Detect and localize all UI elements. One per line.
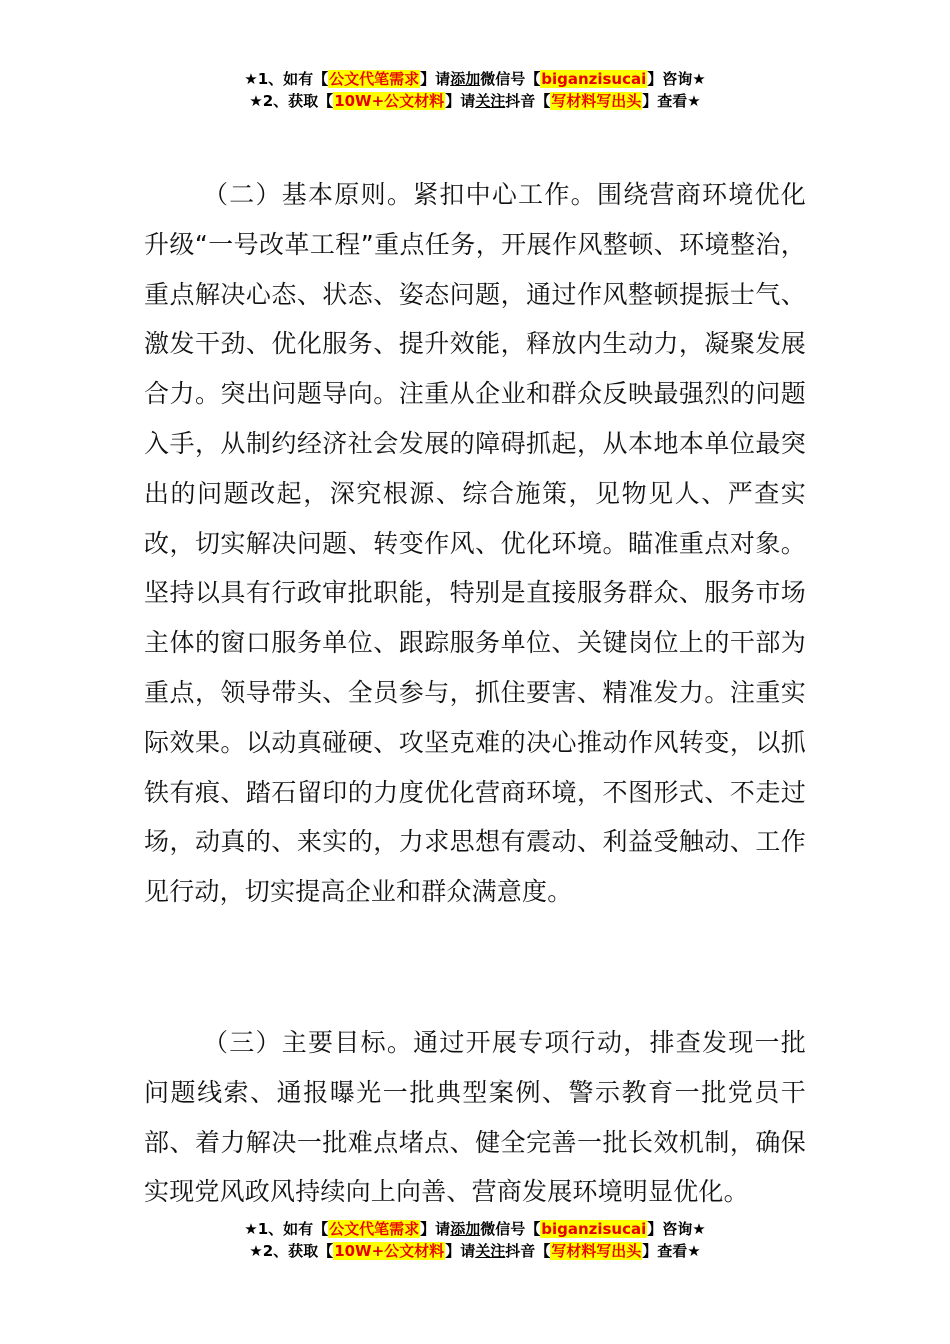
highlight-service: 公文代笔需求 <box>329 1220 420 1238</box>
footer-banner <box>0 1218 950 1262</box>
highlight-wechat-id: biganzisucai <box>541 1220 647 1238</box>
banner-line-1: ★1、如有【公文代笔需求】请添加微信号【biganzisucai】咨询★ <box>244 1220 706 1238</box>
highlight-douyin-account: 写材料写出头 <box>551 1242 642 1260</box>
banner-line-1: ★1、如有【公文代笔需求】请添加微信号【biganzisucai】咨询★ <box>244 70 706 88</box>
highlight-materials: 10W+公文材料 <box>334 92 445 110</box>
banner-line-2: ★2、获取【10W+公文材料】请关注抖音【写材料写出头】查看★ <box>249 1242 701 1260</box>
highlight-douyin-account: 写材料写出头 <box>551 92 642 110</box>
paragraph-basic-principles: （二）基本原则。紧扣中心工作。围绕营商环境优化升级“一号改革工程”重点任务，开展作风整顿、环境整治，重点解决心态、状态、姿态问题，通过作风整顿提振士气、激发干劲、优化服务、提升效能，释放内生动力，凝聚发展合力。突出问题导向。注重从企业和群众反映最强烈的问题入手，从制约经济社会发展的障碍抓起，从本地本单位最突出的问题改起，深究根源、综合施策，见物见人、严查实改，切实解决问题、转变作风、优化环境。瞄准重点对象。坚持以具有行政审批职能，特别是直接服务群众、服务市场主体的窗口服务单位、跟踪服务单位、关键岗位上的干部为重点，领导带头、全员参与，抓住要害、精准发力。注重实际效果。以动真碰硬、攻坚克难的决心推动作风转变，以抓铁有痕、踏石留印的力度优化营商环境，不图形式、不走过场，动真的、来实的，力求思想有震动、利益受触动、工作见行动，切实提高企业和群众满意度。 <box>144 180 806 907</box>
highlight-wechat-id: biganzisucai <box>541 70 647 88</box>
paragraph-main-goals: （三）主要目标。通过开展专项行动，排查发现一批问题线索、通报曝光一批典型案例、警示教育一批党员干部、着力解决一批难点堵点、健全完善一批长效机制，确保实现党风政风持续向上向善、营商发展环境明显优化。 <box>144 1028 806 1207</box>
header-banner <box>0 68 950 112</box>
highlight-materials: 10W+公文材料 <box>334 1242 445 1260</box>
highlight-service: 公文代笔需求 <box>329 70 420 88</box>
banner-line-2: ★2、获取【10W+公文材料】请关注抖音【写材料写出头】查看★ <box>249 92 701 110</box>
